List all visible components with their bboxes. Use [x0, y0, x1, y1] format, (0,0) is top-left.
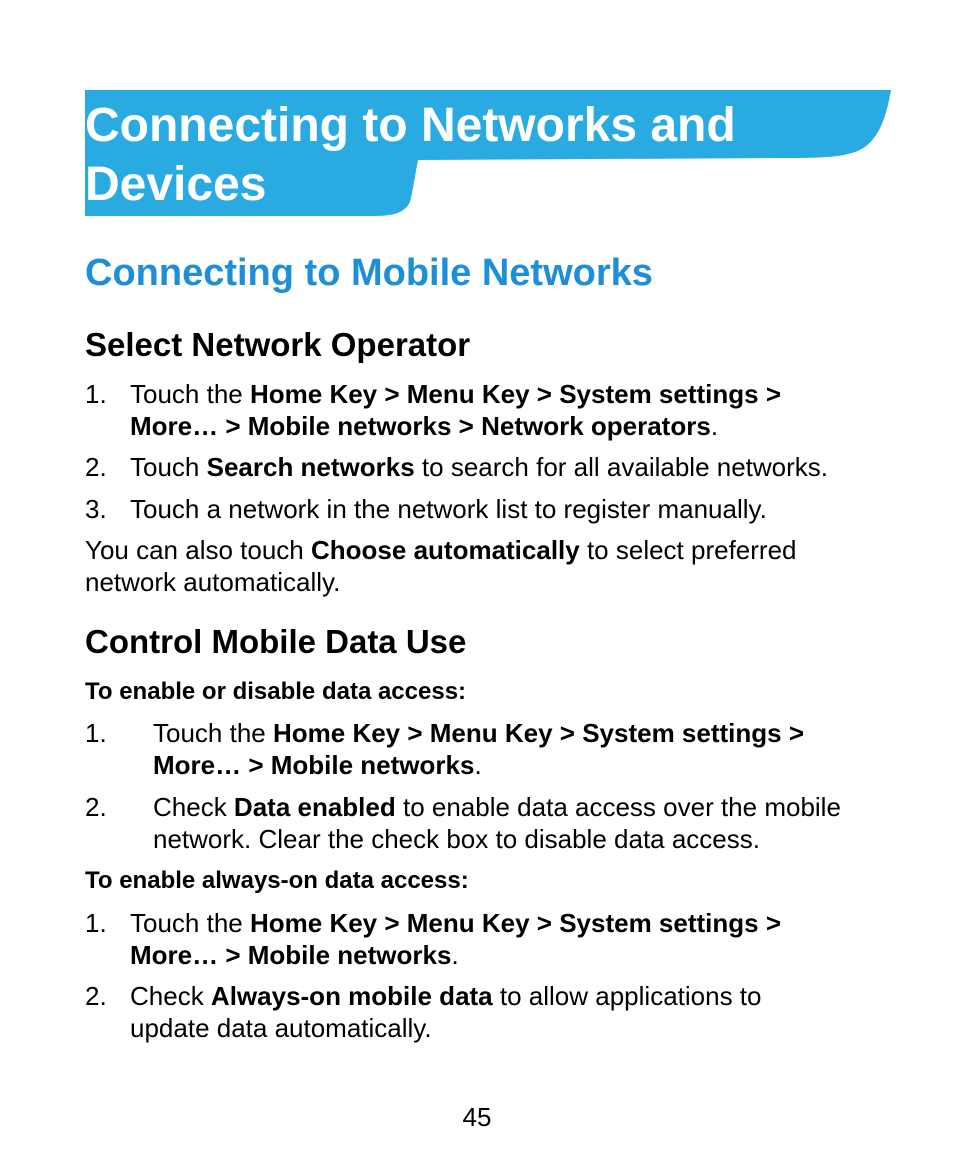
- step-number: 2.: [85, 452, 107, 482]
- step-text-continued: More… > Mobile networks.: [153, 750, 482, 780]
- subheading-enable-data: To enable or disable data access:: [85, 678, 467, 705]
- step-text: Touch Search networks to search for all available networks.: [130, 452, 829, 482]
- step-text-continued: network. Clear the check box to disable data access.: [153, 824, 760, 854]
- step-text-continued: More… > Mobile networks > Network operators.: [130, 411, 719, 441]
- section-title: Connecting to Mobile Networks: [85, 252, 653, 294]
- chapter-title-line2: Devices: [85, 158, 267, 211]
- step-text-continued: update data automatically.: [130, 1013, 432, 1043]
- note-text: You can also touch Choose automatically to select preferred: [85, 535, 797, 565]
- step-number: 3.: [85, 494, 107, 524]
- step-text: Check Data enabled to enable data access over the mobile: [153, 792, 841, 822]
- note-text-continued: network automatically.: [85, 567, 341, 597]
- step-text: Touch the Home Key > Menu Key > System settings >: [153, 718, 805, 748]
- page-number: 45: [462, 1102, 492, 1132]
- step-number: 1.: [85, 908, 107, 938]
- step-text-continued: More… > Mobile networks.: [130, 940, 459, 970]
- step-number: 2.: [85, 792, 107, 822]
- step-text: Touch the Home Key > Menu Key > System settings >: [130, 908, 782, 938]
- step-number: 1.: [85, 379, 107, 409]
- step-number: 1.: [85, 718, 107, 748]
- heading-control-mobile-data-use: Control Mobile Data Use: [85, 623, 467, 660]
- subheading-always-on: To enable always-on data access:: [85, 867, 469, 894]
- step-text: Check Always-on mobile data to allow applications to: [130, 981, 762, 1011]
- step-text: Touch the Home Key > Menu Key > System settings >: [130, 379, 782, 409]
- chapter-banner: [85, 90, 891, 216]
- step-number: 2.: [85, 981, 107, 1011]
- step-text: Touch a network in the network list to register manually.: [130, 494, 767, 524]
- chapter-title-line1: Connecting to Networks and: [85, 99, 736, 152]
- heading-select-network-operator: Select Network Operator: [85, 326, 471, 363]
